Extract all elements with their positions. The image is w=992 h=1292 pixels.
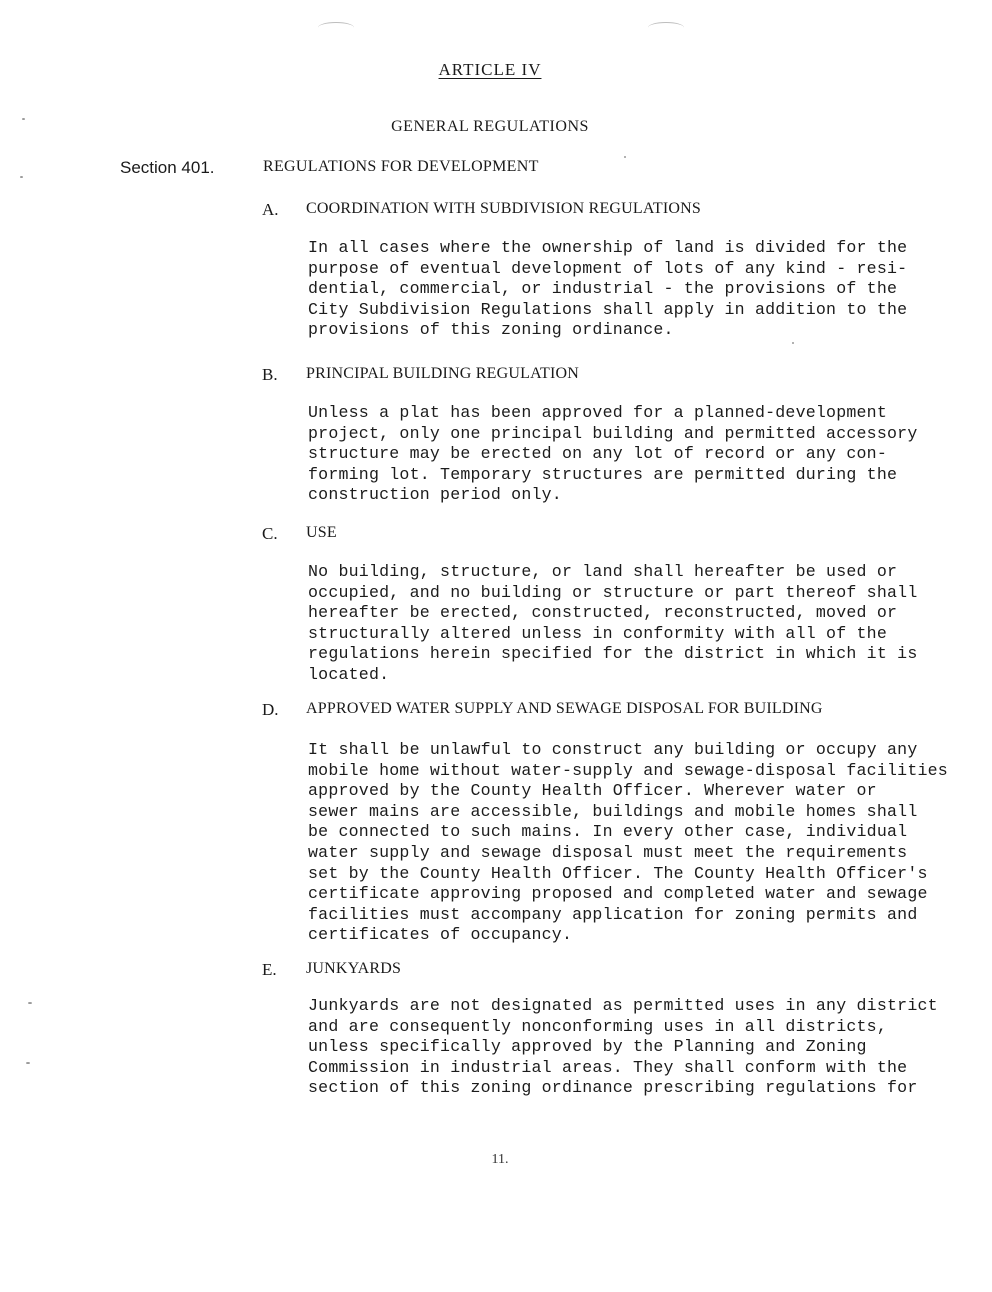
body-line: located. <box>308 664 390 684</box>
body-line: In all cases where the ownership of land is divided for the <box>308 238 908 257</box>
subsection-letter-d: D. <box>262 700 279 719</box>
subsection-heading-a: COORDINATION WITH SUBDIVISION REGULATIONS <box>306 200 701 217</box>
subsection-body-a <box>308 238 958 341</box>
scan-artifact <box>318 22 354 33</box>
scan-artifact <box>624 156 626 158</box>
subsection-body-e <box>308 996 958 1099</box>
body-line: mobile home without water-supply and sewage-disposal facilities <box>308 760 948 780</box>
body-line: sewer mains are accessible, buildings and mobile homes shall <box>308 801 918 821</box>
body-line: Unless a plat has been approved for a planned-development <box>308 403 887 422</box>
subsection-heading-e: JUNKYARDS <box>306 960 402 977</box>
body-line: dential, commercial, or industrial - the provisions of the <box>308 279 898 299</box>
subsection-heading-c: USE <box>306 524 337 541</box>
scan-artifact <box>26 1062 30 1064</box>
general-regulations-title: GENERAL REGULATIONS <box>391 118 589 135</box>
subsection-heading-b: PRINCIPAL BUILDING REGULATION <box>306 365 580 382</box>
subsection-letter-c: C. <box>262 524 278 543</box>
section-title: REGULATIONS FOR DEVELOPMENT <box>263 158 539 175</box>
page-number: 11. <box>491 1152 509 1167</box>
body-line: water supply and sewage disposal must meet the requirements <box>308 842 908 862</box>
body-line: purpose of eventual development of lots of any kind - resi- <box>308 258 908 278</box>
body-line: structurally altered unless in conformity with all of the <box>308 623 887 643</box>
scan-artifact <box>648 22 684 33</box>
body-line: No building, structure, or land shall hereafter be used or <box>308 562 898 581</box>
body-line: be connected to such mains. In every other case, individual <box>308 822 908 842</box>
subsection-body-b <box>308 403 958 506</box>
body-line: section of this zoning ordinance prescribing regulations for <box>308 1078 918 1098</box>
subsection-letter-e: E. <box>262 960 277 979</box>
section-number: Section 401. <box>120 158 215 177</box>
body-line: certificates of occupancy. <box>308 925 573 945</box>
scan-artifact <box>792 342 794 344</box>
body-line: unless specifically approved by the Planning and Zoning <box>308 1037 867 1057</box>
body-line: construction period only. <box>308 485 562 505</box>
body-line: hereafter be erected, constructed, reconstructed, moved or <box>308 603 898 623</box>
subsection-body-c <box>308 562 958 686</box>
subsection-letter-a: A. <box>262 200 279 219</box>
article-title: ARTICLE IV <box>438 60 542 79</box>
body-line: and are consequently nonconforming uses in all districts, <box>308 1016 887 1036</box>
body-line: approved by the County Health Officer. Wherever water or <box>308 781 877 801</box>
body-line: set by the County Health Officer. The County Health Officer's <box>308 863 928 883</box>
scan-artifact <box>28 1002 32 1004</box>
body-line: occupied, and no building or structure or part thereof shall <box>308 582 918 602</box>
body-line: Commission in industrial areas. They shall conform with the <box>308 1057 908 1077</box>
subsection-body-d <box>308 740 958 946</box>
scan-artifact <box>20 176 23 178</box>
body-line: Junkyards are not designated as permitted uses in any district <box>308 996 938 1015</box>
body-line: facilities must accompany application for zoning permits and <box>308 904 918 924</box>
body-line: certificate approving proposed and completed water and sewage <box>308 884 928 904</box>
body-line: structure may be erected on any lot of record or any con- <box>308 444 887 464</box>
body-line: It shall be unlawful to construct any building or occupy any <box>308 740 918 759</box>
body-line: City Subdivision Regulations shall apply in addition to the <box>308 299 908 319</box>
body-line: project, only one principal building and permitted accessory <box>308 423 918 443</box>
subsection-letter-b: B. <box>262 365 278 384</box>
body-line: regulations herein specified for the district in which it is <box>308 644 918 664</box>
subsection-heading-d: APPROVED WATER SUPPLY AND SEWAGE DISPOSAL FOR BUILDING <box>306 700 823 717</box>
body-line: provisions of this zoning ordinance. <box>308 320 674 340</box>
body-line: forming lot. Temporary structures are permitted during the <box>308 464 898 484</box>
